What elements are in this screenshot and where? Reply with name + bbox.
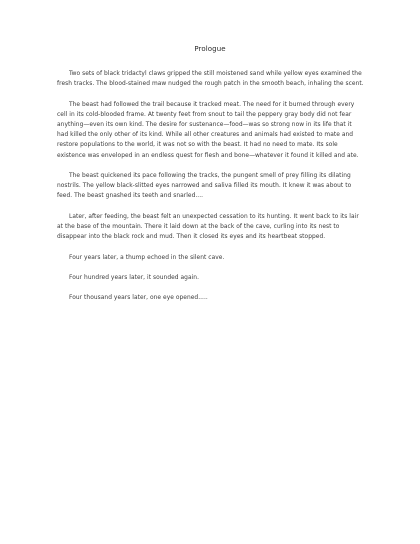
paragraph: Four years later, a thump echoed in the silent cave. <box>69 254 225 261</box>
document-body <box>57 69 364 314</box>
paragraph: Four hundred years later, it sounded again. <box>69 274 199 281</box>
paragraph: Later, after feeding, the beast felt an unexpected cessation to its hunting. It went back to its lair at the base of the mountain. There it laid down at the back of the cave, curling into its nest to disappear into the black rock and mud. Then it closed its eyes and its heartbeat stopped. <box>57 213 359 241</box>
document-title: Prologue <box>194 45 226 53</box>
paragraph: Two sets of black tridactyl claws gripped the still moistened sand while yellow eyes examined the fresh tracks. The blood-stained maw nudged the rough patch in the smooth beach, inhaling the scent. <box>57 71 364 88</box>
paragraph: The beast had followed the trail because it tracked meat. The need for it burned through every cell in its cold-blooded frame. At twenty feet from snout to tail the peppery gray body did not fear anything—even its own kind. The desire for sustenance—food—was so strong now in its life that it had killed the only other of its kind. While all other creatures and animals had existed to mate and restore populations to the world, it was not so with the beast. It had no need to mate. Its sole existence was enveloped in an endless quest for flesh and bone—whatever it found it killed and ate. <box>57 101 359 159</box>
paragraph: The beast quickened its pace following the tracks, the pungent smell of prey filling its dilating nostrils. The yellow black-slitted eyes narrowed and saliva filled its mouth. It knew it was about to feed. The beast gnashed its teeth and snarled.... <box>57 173 352 200</box>
paragraph: Four thousand years later, one eye opened..... <box>69 295 208 302</box>
